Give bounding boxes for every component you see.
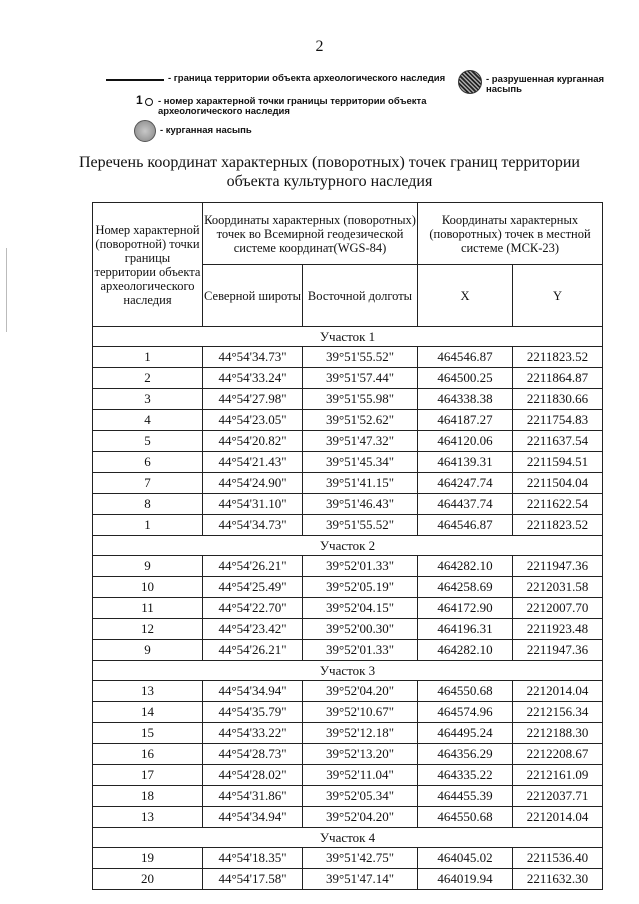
y-cell: 2211823.52 [513, 347, 603, 368]
table-row [93, 431, 603, 452]
point-number-cell: 18 [93, 786, 203, 807]
table-row [93, 515, 603, 536]
latitude-cell: 44°54'27.98" [203, 389, 303, 410]
y-cell: 2212014.04 [513, 681, 603, 702]
table-row [93, 744, 603, 765]
y-cell: 2211632.30 [513, 869, 603, 890]
x-cell: 464196.31 [418, 619, 513, 640]
x-cell: 464574.96 [418, 702, 513, 723]
section-row [93, 828, 603, 848]
table-row [93, 723, 603, 744]
coordinates-table [92, 202, 603, 890]
longitude-cell: 39°52'11.04" [303, 765, 418, 786]
section-title: Участок 1 [93, 327, 603, 347]
x-cell: 464335.22 [418, 765, 513, 786]
x-cell: 464338.38 [418, 389, 513, 410]
legend-boundary-text: - граница территории объекта археологического наследия [168, 73, 446, 84]
y-cell: 2211830.66 [513, 389, 603, 410]
table-row [93, 494, 603, 515]
latitude-cell: 44°54'31.10" [203, 494, 303, 515]
longitude-cell: 39°52'01.33" [303, 556, 418, 577]
latitude-cell: 44°54'23.42" [203, 619, 303, 640]
longitude-cell: 39°51'55.52" [303, 347, 418, 368]
point-number-cell: 1 [93, 347, 203, 368]
latitude-cell: 44°54'26.21" [203, 556, 303, 577]
table-row [93, 869, 603, 890]
latitude-cell: 44°54'18.35" [203, 848, 303, 869]
longitude-cell: 39°51'41.15" [303, 473, 418, 494]
x-cell: 464172.90 [418, 598, 513, 619]
longitude-cell: 39°52'00.30" [303, 619, 418, 640]
x-cell: 464120.06 [418, 431, 513, 452]
latitude-cell: 44°54'21.43" [203, 452, 303, 473]
table-body [93, 327, 603, 890]
x-cell: 464045.02 [418, 848, 513, 869]
point-number-cell: 3 [93, 389, 203, 410]
longitude-cell: 39°52'10.67" [303, 702, 418, 723]
longitude-cell: 39°51'52.62" [303, 410, 418, 431]
point-number-cell: 17 [93, 765, 203, 786]
longitude-cell: 39°51'47.14" [303, 869, 418, 890]
section-row [93, 661, 603, 681]
x-cell: 464455.39 [418, 786, 513, 807]
x-cell: 464495.24 [418, 723, 513, 744]
x-cell: 464282.10 [418, 556, 513, 577]
table-row [93, 765, 603, 786]
section-title: Участок 3 [93, 661, 603, 681]
table-row [93, 848, 603, 869]
latitude-cell: 44°54'26.21" [203, 640, 303, 661]
latitude-cell: 44°54'22.70" [203, 598, 303, 619]
table-row [93, 640, 603, 661]
legend-destroyed-mound-text: - разрушенная курганная насыпь [486, 74, 605, 95]
header-x: X [418, 265, 513, 327]
table-row [93, 681, 603, 702]
latitude-cell: 44°54'17.58" [203, 869, 303, 890]
point-number-cell: 9 [93, 640, 203, 661]
latitude-cell: 44°54'28.73" [203, 744, 303, 765]
latitude-cell: 44°54'25.49" [203, 577, 303, 598]
y-cell: 2211536.40 [513, 848, 603, 869]
x-cell: 464437.74 [418, 494, 513, 515]
longitude-cell: 39°52'05.19" [303, 577, 418, 598]
longitude-cell: 39°52'04.15" [303, 598, 418, 619]
header-point-number: Номер характерной (поворотной) точки границы территории объекта археологического наследия [93, 203, 203, 327]
legend-boundary [106, 72, 446, 86]
longitude-cell: 39°51'42.75" [303, 848, 418, 869]
latitude-cell: 44°54'34.94" [203, 681, 303, 702]
x-cell: 464546.87 [418, 347, 513, 368]
point-number-cell: 4 [93, 410, 203, 431]
y-cell: 2211823.52 [513, 515, 603, 536]
y-cell: 2211923.48 [513, 619, 603, 640]
point-number-cell: 13 [93, 807, 203, 828]
table-row [93, 702, 603, 723]
y-cell: 2211864.87 [513, 368, 603, 389]
longitude-cell: 39°52'05.34" [303, 786, 418, 807]
table-row [93, 619, 603, 640]
x-cell: 464187.27 [418, 410, 513, 431]
document-title: Перечень координат характерных (поворотных) точек границ территории объекта культурного наследия [79, 154, 580, 190]
longitude-cell: 39°51'47.32" [303, 431, 418, 452]
point-number-cell: 13 [93, 681, 203, 702]
y-cell: 2212161.09 [513, 765, 603, 786]
x-cell: 464500.25 [418, 368, 513, 389]
y-cell: 2212007.70 [513, 598, 603, 619]
x-cell: 464019.94 [418, 869, 513, 890]
point-number-cell: 20 [93, 869, 203, 890]
y-cell: 2211504.04 [513, 473, 603, 494]
y-cell: 2212031.58 [513, 577, 603, 598]
latitude-cell: 44°54'31.86" [203, 786, 303, 807]
latitude-cell: 44°54'34.73" [203, 347, 303, 368]
point-number-cell: 16 [93, 744, 203, 765]
table-row [93, 347, 603, 368]
y-cell: 2211594.51 [513, 452, 603, 473]
longitude-cell: 39°52'01.33" [303, 640, 418, 661]
legend-point-number: 1 [136, 93, 143, 107]
legend-mound [134, 120, 334, 144]
latitude-cell: 44°54'28.02" [203, 765, 303, 786]
table-row [93, 577, 603, 598]
x-cell: 464139.31 [418, 452, 513, 473]
latitude-cell: 44°54'34.94" [203, 807, 303, 828]
y-cell: 2211947.36 [513, 556, 603, 577]
point-number-cell: 11 [93, 598, 203, 619]
table-row [93, 452, 603, 473]
section-title: Участок 4 [93, 828, 603, 848]
table-row [93, 473, 603, 494]
point-number-cell: 5 [93, 431, 203, 452]
destroyed-mound-icon [458, 70, 482, 94]
point-marker-icon [145, 98, 153, 106]
y-cell: 2212156.34 [513, 702, 603, 723]
x-cell: 464247.74 [418, 473, 513, 494]
latitude-cell: 44°54'33.24" [203, 368, 303, 389]
margin-mark [6, 248, 7, 332]
table-row [93, 598, 603, 619]
longitude-cell: 39°52'04.20" [303, 681, 418, 702]
legend-mound-text: - курганная насыпь [160, 125, 252, 136]
header-msk23: Координаты характерных (поворотных) точек в местной системе (МСК-23) [418, 203, 603, 265]
longitude-cell: 39°52'13.20" [303, 744, 418, 765]
latitude-cell: 44°54'20.82" [203, 431, 303, 452]
legend-point-text: - номер характерной точки границы территории объекта археологического наследия [158, 96, 427, 117]
point-number-cell: 6 [93, 452, 203, 473]
y-cell: 2211622.54 [513, 494, 603, 515]
latitude-cell: 44°54'35.79" [203, 702, 303, 723]
point-number-cell: 7 [93, 473, 203, 494]
longitude-cell: 39°52'04.20" [303, 807, 418, 828]
section-row [93, 536, 603, 556]
y-cell: 2211947.36 [513, 640, 603, 661]
x-cell: 464550.68 [418, 807, 513, 828]
header-latitude: Северной широты [203, 265, 303, 327]
longitude-cell: 39°52'12.18" [303, 723, 418, 744]
section-row [93, 327, 603, 347]
point-number-cell: 12 [93, 619, 203, 640]
table-row [93, 556, 603, 577]
table-row [93, 807, 603, 828]
page-number: 2 [315, 38, 324, 55]
point-number-cell: 2 [93, 368, 203, 389]
point-number-cell: 9 [93, 556, 203, 577]
y-cell: 2211637.54 [513, 431, 603, 452]
legend-destroyed-mound [458, 70, 638, 100]
point-number-cell: 8 [93, 494, 203, 515]
y-cell: 2211754.83 [513, 410, 603, 431]
latitude-cell: 44°54'24.90" [203, 473, 303, 494]
table-row [93, 410, 603, 431]
y-cell: 2212014.04 [513, 807, 603, 828]
latitude-cell: 44°54'33.22" [203, 723, 303, 744]
header-y: Y [513, 265, 603, 327]
x-cell: 464546.87 [418, 515, 513, 536]
header-longitude: Восточной долготы [303, 265, 418, 327]
x-cell: 464550.68 [418, 681, 513, 702]
table-row [93, 368, 603, 389]
point-number-cell: 14 [93, 702, 203, 723]
legend-point [136, 93, 466, 122]
boundary-line-icon [106, 79, 164, 81]
longitude-cell: 39°51'55.98" [303, 389, 418, 410]
latitude-cell: 44°54'34.73" [203, 515, 303, 536]
latitude-cell: 44°54'23.05" [203, 410, 303, 431]
longitude-cell: 39°51'45.34" [303, 452, 418, 473]
x-cell: 464258.69 [418, 577, 513, 598]
longitude-cell: 39°51'46.43" [303, 494, 418, 515]
y-cell: 2212037.71 [513, 786, 603, 807]
point-number-cell: 1 [93, 515, 203, 536]
longitude-cell: 39°51'57.44" [303, 368, 418, 389]
table-row [93, 389, 603, 410]
y-cell: 2212208.67 [513, 744, 603, 765]
header-wgs84: Координаты характерных (поворотных) точек во Всемирной геодезической системе координат(WGS-84) [203, 203, 418, 265]
longitude-cell: 39°51'55.52" [303, 515, 418, 536]
x-cell: 464356.29 [418, 744, 513, 765]
mound-icon [134, 120, 156, 142]
section-title: Участок 2 [93, 536, 603, 556]
point-number-cell: 10 [93, 577, 203, 598]
point-number-cell: 19 [93, 848, 203, 869]
table-row [93, 786, 603, 807]
point-number-cell: 15 [93, 723, 203, 744]
y-cell: 2212188.30 [513, 723, 603, 744]
x-cell: 464282.10 [418, 640, 513, 661]
